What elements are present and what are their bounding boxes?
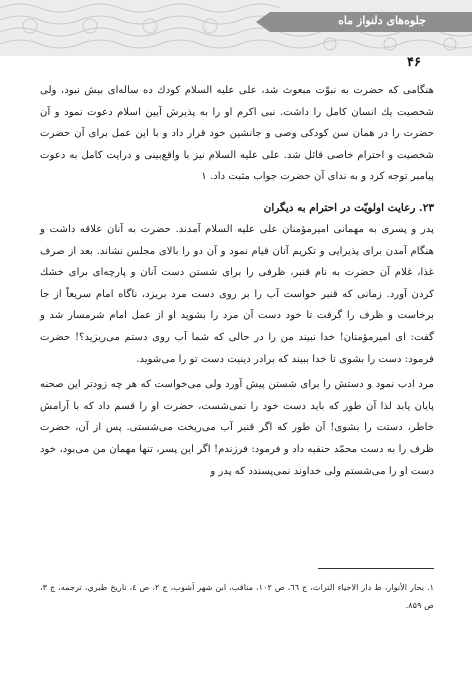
body-paragraph: پدر و پسری به مهمانی امیرمؤمنان علی عليه السلام آمدند. حضرت به آنان علاقه داشت و هنگام آمدن برای پذیرایی و تکریم آنان قیام نمود و آن دو را بالای مجلس نشاند. بعد از صرف غذا، غلام آن حضرت به نام قنبر، ظرفی را برای شستن دست آنان و پارچه‌ای برای خشك کردن آورد. زمانی که قنبر خواست آب را بر روی دست مرد بریزد، ناگاه امام سریعاً از جا برخاست و ظرف را گرفت تا خود دست آن مرد را بشوید او از عمل امام شرمسار شد و گفت: ای امیرمؤمنان! خدا نبیند من را در حالی که شما آب روی دستم می‌ریزید؟! حضرت فرمود: دست را بشوی تا خدا ببیند که برادر دینیت دست تو را می‌شوید. xyxy=(40,223,434,365)
footnote-divider xyxy=(318,568,434,569)
page-number: ۴۶ xyxy=(407,55,421,70)
body-paragraph: مرد ادب نمود و دستش را برای شستن پیش آورد ولی می‌خواست که هر چه زودتر این صحنه پایان یابد لذا آن طور که باید دست خود را نمی‌شست، حضرت او را قسم داد که با آرامش خاطر، دستت را بشوی! آن طور که اگر قنبر آب می‌ریخت می‌شستی. پس از آن، حضرت ظرف را به دست محمّد حنفیه داد و فرمود: فرزندم! اگر این پسر، تنها مهمان من می‌بود، خود دست او را می‌شستم ولی خداوند نمی‌پسندد که پدر و xyxy=(40,379,434,477)
footnote: ۱. بحار الأنوار، ط دار الاحياء التراث، ج ٦٦، ص ۱۰۲، مناقب، ابن شهر آشوب، ج ۲، ص ٤، تاريخ طبري، ترجمه، ج ۳، ص ۸۵۹. xyxy=(40,582,434,610)
section-heading: ۲۳. رعایت اولویّت در احترام به دیگران xyxy=(263,201,434,214)
chapter-title-tab xyxy=(270,12,472,32)
intro-paragraph: هنگامی که حضرت به نبوّت مبعوث شد، علی عليه السلام كودك ده ساله‌ای بیش نبود، ولی شخصیت یك انسان کامل را داشت. نبی اکرم او را به پذیرش آیین اسلام دعوت نمود و آن حضرت را در همان سن کودکی وصی و جانشین خود قرار داد و با این عمل برای آن حضرت شخصیت و احترام خاصی قائل شد. علی عليه السلام نیز با واقع‌بینی و درایت کامل به دعوت پیامبر توجه کرد و به ندای آن حضرت جواب مثبت داد. ۱ xyxy=(40,85,434,183)
page-header-band xyxy=(0,0,472,56)
chapter-title: جلوه‌های دلنواز ماه xyxy=(338,14,426,27)
page-body xyxy=(40,80,434,482)
